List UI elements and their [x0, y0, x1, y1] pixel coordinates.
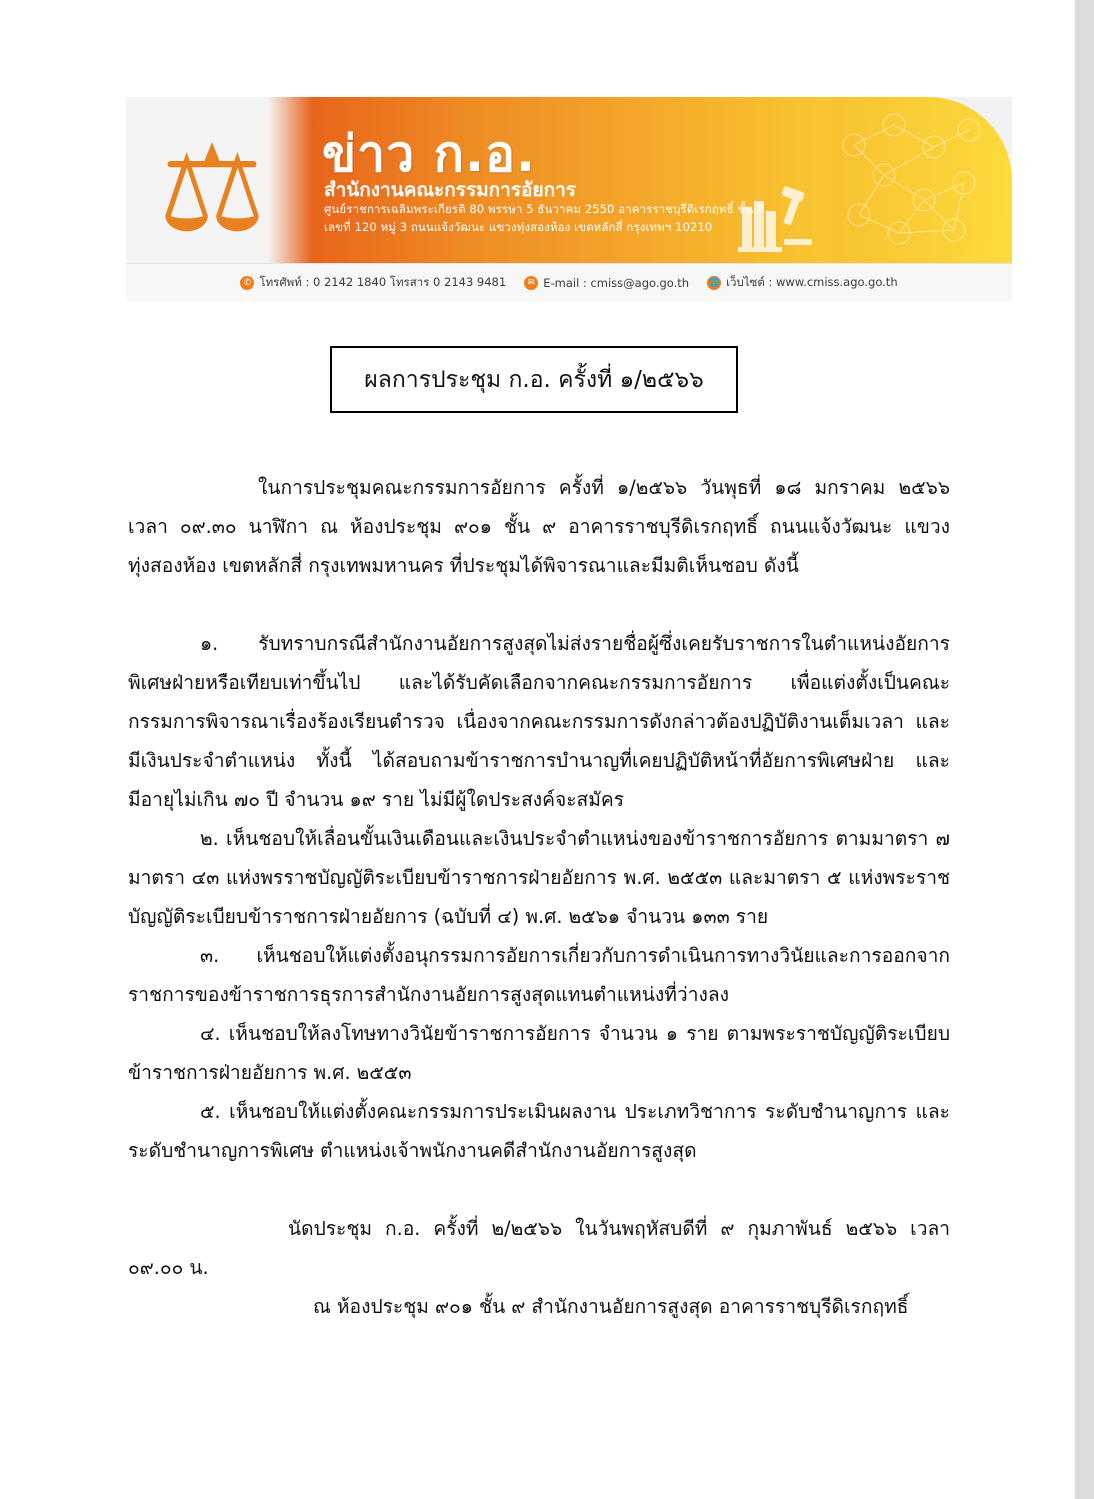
resolution-item-1: ๑. รับทราบกรณีสำนักงานอัยการสูงสุดไม่ส่งรายชื่อผู้ซึ่งเคยรับราชการในตำแหน่งอัยการพิเศษฝ่ายหรือเทียบเท่าขึ้นไป และได้รับคัดเลือกจากคณะกรรมการอัยการ เพื่อแต่งตั้งเป็นคณะกรรมการพิจารณาเรื่องร้องเรียนตำรวจ เนื่องจากคณะกรรมการดังกล่าวต้องปฏิบัติงานเต็มเวลา และมีเงินประจำตำแหน่ง ทั้งนี้ ได้สอบถามข้าราชการบำนาญที่เคยปฏิบัติหน้าที่อัยการพิเศษฝ่าย และมีอายุไม่เกิน ๗๐ ปี จำนวน ๑๙ ราย ไม่มีผู้ใดประสงค์จะสมัคร: [128, 632, 950, 811]
contact-email: [524, 276, 689, 290]
banner-address-line-2: เลขที่ 120 หมู่ 3 ถนนแจ้งวัฒนะ แขวงทุ่งสองห้อง เขตหลักสี่ กรุงเทพฯ 10210: [324, 220, 713, 234]
contact-email-text: E-mail : cmiss@ago.go.th: [543, 276, 690, 290]
network-graphic-icon: [824, 105, 994, 255]
phone-icon: ✆: [240, 276, 254, 290]
garuda-emblem-icon: ⚖: [158, 120, 266, 259]
contact-website: [707, 274, 898, 292]
banner-title: ข่าว ก.อ.: [322, 125, 537, 183]
intro-paragraph: ในการประชุมคณะกรรมการอัยการ ครั้งที่ ๑/๒๕๖๖ วันพุธที่ ๑๘ มกราคม ๒๕๖๖ เวลา ๐๙.๓๐ นาฬิกา ณ ห้องประชุม ๙๐๑ ชั้น ๙ อาคารราชบุรีดิเรกฤทธิ์ ถนนแจ้งวัฒนะ แขวงทุ่งสองห้อง เขตหลักสี่ กรุงเทพมหานคร ที่ประชุมได้พิจารณาและมีมติเห็นชอบ ดังนี้: [128, 476, 950, 577]
resolution-item-3: ๓. เห็นชอบให้แต่งตั้งอนุกรรมการอัยการเกี่ยวกับการดำเนินการทางวินัยและการออกจากราชการของข้าราชการธุรการสำนักงานอัยการสูงสุดแทนตำแหน่งที่ว่างลง: [128, 944, 950, 1006]
banner-address-line-1: ศูนย์ราชการเฉลิมพระเกียรติ 80 พรรษา 5 ธันวาคม 2550 อาคารราชบุรีดิเรกฤทธิ์ ชั้น 8: [324, 202, 765, 216]
document-title-box: [330, 346, 738, 413]
header-banner: [126, 97, 1012, 302]
document-body: [128, 468, 950, 1326]
envelope-icon: ✉: [524, 276, 538, 290]
next-meeting-venue: ณ ห้องประชุม ๙๐๑ ชั้น ๙ สำนักงานอัยการสูงสุด อาคารราชบุรีดิเรกฤทธิ์: [313, 1295, 909, 1318]
resolution-item-4: ๔. เห็นชอบให้ลงโทษทางวินัยข้าราชการอัยการ จำนวน ๑ ราย ตามพระราชบัญญัติระเบียบข้าราชการฝ่ายอัยการ พ.ศ. ๒๕๕๓: [128, 1022, 950, 1084]
document-title: ผลการประชุม ก.อ. ครั้งที่ ๑/๒๕๖๖: [364, 366, 704, 393]
page-edge-shadow: [1075, 0, 1094, 1499]
resolution-item-2: ๒. เห็นชอบให้เลื่อนขั้นเงินเดือนและเงินประจำตำแหน่งของข้าราชการอัยการ ตามมาตรา ๗ มาตรา ๔๓ แห่งพรราชบัญญัติระเบียบข้าราชการฝ่ายอัยการ พ.ศ. ๒๕๕๓ และมาตรา ๕ แห่งพระราชบัญญัติระเบียบข้าราชการฝ่ายอัยการ (ฉบับที่ ๔) พ.ศ. ๒๕๖๑ จำนวน ๑๓๓ ราย: [128, 827, 950, 928]
next-meeting-line: นัดประชุม ก.อ. ครั้งที่ ๒/๒๕๖๖ ในวันพฤหัสบดีที่ ๙ กุมภาพันธ์ ๒๕๖๖ เวลา ๐๙.๐๐ น.: [128, 1217, 950, 1279]
banner-contact-row: [126, 271, 1012, 295]
resolution-item-5: ๕. เห็นชอบให้แต่งตั้งคณะกรรมการประเมินผลงาน ประเภทวิชาการ ระดับชำนาญการ และระดับชำนาญการพิเศษ ตำแหน่งเจ้าพนักงานคดีสำนักงานอัยการสูงสุด: [128, 1100, 950, 1162]
contact-phone-text: โทรศัพท์ : 0 2142 1840 โทรสาร 0 2143 9481: [259, 275, 507, 289]
contact-phone: [240, 274, 506, 292]
contact-website-text: เว็บไซต์ : www.cmiss.ago.go.th: [726, 275, 898, 289]
banner-subtitle: สำนักงานคณะกรรมการอัยการ: [324, 179, 576, 201]
globe-icon: 🌐: [708, 278, 720, 288]
